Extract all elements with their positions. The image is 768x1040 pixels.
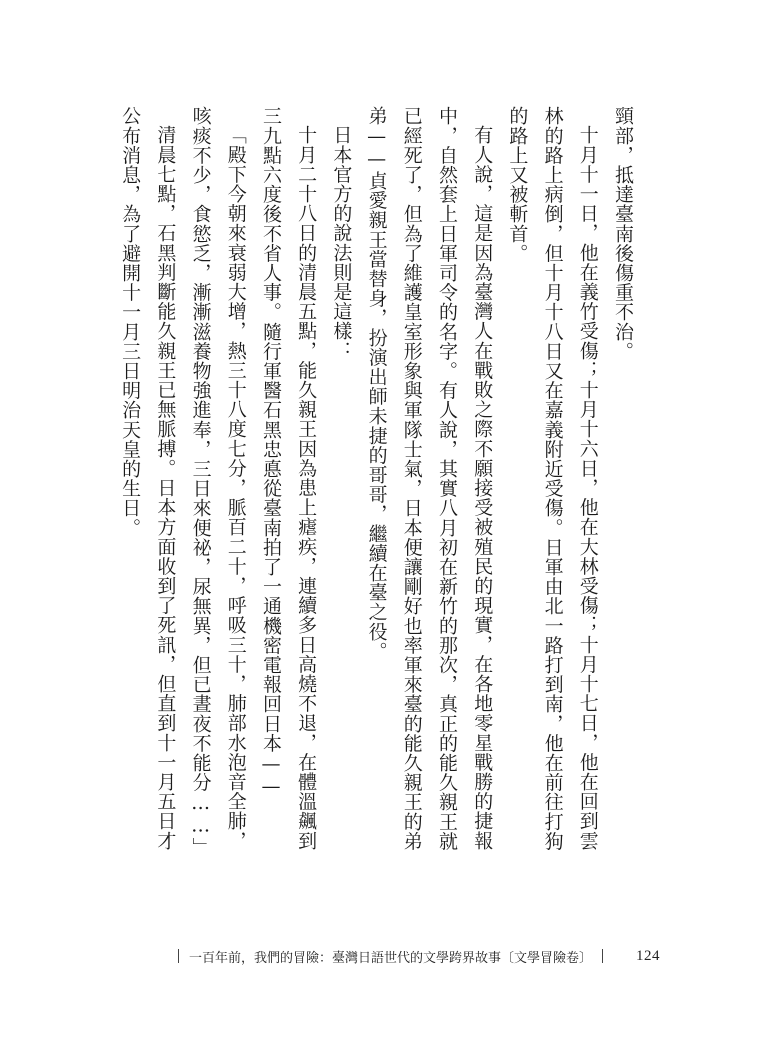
paragraph-7: 清晨七點，石黑判斷能久親王已無脈搏。日本方面收到了死訊，但直到十一月五日才公布消息，為了避開十一月三日明治天皇的生日。 bbox=[119, 106, 177, 851]
book-title: 一百年前，我們的冒險：臺灣日語世代的文學跨界故事〔文學冒險卷〕 bbox=[189, 950, 593, 966]
footer-divider-left bbox=[178, 949, 179, 963]
paragraph-2: 十月十一日，他在義竹受傷；十月十六日，他在大林受傷；十月十七日，他在回到雲林的路上病倒，但十月十八日又在嘉義附近受傷。日軍由北一路打到南，他在前往打狗的路上又被斬首。 bbox=[506, 106, 599, 851]
paragraph-5: 十月二十八日的清晨五點，能久親王因為患上瘧疾，連續多日高燒不退，在體溫飆到三九點六度後不省人事。隨行軍醫石黑忠悳從臺南拍了一通機密電報回日本—— bbox=[259, 106, 318, 851]
paragraph-1: 頸部，抵達臺南後傷重不治。 bbox=[612, 106, 634, 361]
page-footer bbox=[168, 944, 660, 968]
page-number: 124 bbox=[636, 947, 660, 964]
footer-divider-right bbox=[602, 949, 603, 963]
paragraph-3: 有人說，這是因為臺灣人在戰敗之際不願接受被殖民的現實，在各地零星戰勝的捷報中，自然套上日軍司令的名字。有人說，其實八月初在新竹的那次，真正的能久親王就已經死了，但為了維護皇室形象與軍隊士氣，日本便讓剛好也率軍來臺的能久親王的弟弟——貞愛親王當替身，扮演出師未捷的哥哥，繼續在臺之役。 bbox=[365, 106, 494, 851]
paragraph-6: 「殿下今朝來衰弱大增，熱三十八度七分，脈百二十，呼吸三十，肺部水泡音全肺，咳痰不少，食慾乏，漸漸滋養物強進奉，三日來便祕，尿無異，但已晝夜不能分……」 bbox=[189, 106, 247, 857]
paragraph-4: 日本官方的說法則是這樣： bbox=[330, 125, 353, 361]
vertical-body-text bbox=[120, 106, 640, 866]
